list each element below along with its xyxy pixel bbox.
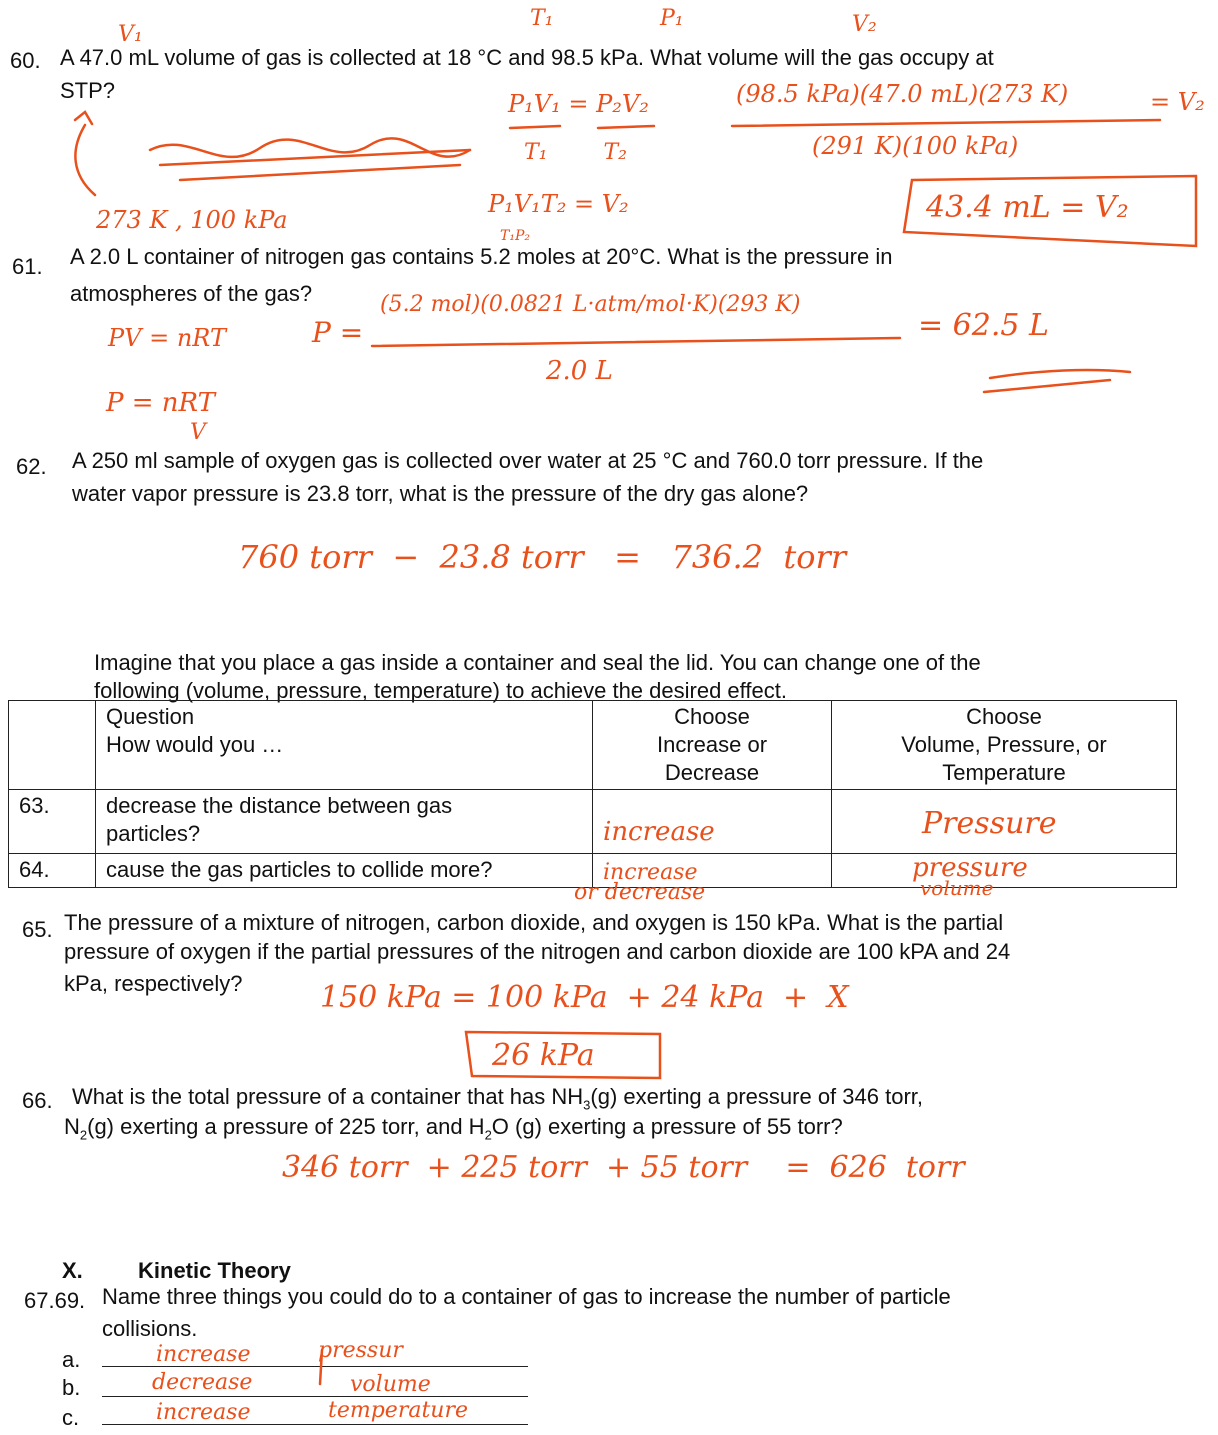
- scribble: [160, 150, 470, 180]
- answer-box: [904, 176, 1196, 246]
- header-text: Temperature: [942, 760, 1066, 785]
- fraction-bar: [510, 126, 560, 128]
- handwritten-work: 760 torr − 23.8 torr = 736.2 torr: [238, 538, 847, 576]
- answer-label: b.: [62, 1375, 81, 1400]
- handwritten-equation: V: [190, 420, 206, 445]
- row-number: 64.: [9, 854, 96, 888]
- scribble: [150, 138, 470, 157]
- underline: [990, 370, 1130, 378]
- question-text: pressure of oxygen if the partial pressures of the nitrogen and carbon dioxide are 100 kPA and 24: [64, 939, 1011, 964]
- handwritten-answer: volume: [350, 1372, 431, 1397]
- handwritten-equation: P =: [312, 316, 364, 349]
- handwritten-label: V₂: [852, 12, 877, 37]
- question-text: water vapor pressure is 23.8 torr, what is the pressure of the dry gas alone?: [72, 481, 809, 506]
- answer-box: [466, 1032, 660, 1078]
- question-text: A 47.0 mL volume of gas is collected at 18 °C and 98.5 kPa. What volume will the gas occupy at: [60, 45, 994, 70]
- arrow: [75, 112, 92, 124]
- handwritten-equation: (98.5 kPa)(47.0 mL)(273 K): [736, 80, 1069, 108]
- header-text: Decrease: [664, 760, 760, 785]
- fraction-bar: [732, 120, 1160, 126]
- handwritten-answer: increase: [156, 1400, 251, 1425]
- question-text: A 250 ml sample of oxygen gas is collected over water at 25 °C and 760.0 torr pressure. If the: [72, 448, 984, 473]
- instructions: following (volume, pressure, temperature) to achieve the desired effect.: [94, 678, 787, 703]
- handwritten-equation: T₁ T₂: [524, 140, 627, 165]
- arrow: [75, 125, 95, 195]
- question-number: 60.: [10, 48, 41, 73]
- instructions: Imagine that you place a gas inside a container and seal the lid. You can change one of the: [94, 650, 981, 675]
- handwritten-note: volume: [920, 876, 994, 900]
- handwritten-equation: PV = nRT: [108, 324, 226, 352]
- handwritten-answer: temperature: [328, 1398, 469, 1423]
- handwritten-work: 346 torr + 225 torr + 55 torr = 626 torr: [282, 1150, 965, 1185]
- handwritten-equation: (5.2 mol)(0.0821 L·atm/mol·K)(293 K): [380, 292, 801, 317]
- handwritten-answer: = 62.5 L: [918, 308, 1049, 343]
- row-number: 63.: [9, 790, 96, 854]
- question-number: 61.: [12, 254, 43, 279]
- handwritten-equation: P₁V₁ = P₂V₂: [508, 90, 649, 118]
- handwritten-label: P₁: [660, 6, 684, 31]
- answer-label: a.: [62, 1347, 81, 1372]
- handwritten-note: 273 K , 100 kPa: [96, 206, 288, 234]
- handwritten-equation: T₁P₂: [500, 228, 530, 244]
- question-text: Name three things you could do to a container of gas to increase the number of particle: [102, 1284, 951, 1309]
- question-text: A 2.0 L container of nitrogen gas contains 5.2 moles at 20°C. What is the pressure in: [70, 244, 893, 269]
- handwritten-answer: pressure: [912, 853, 1028, 883]
- section-number: X.: [62, 1258, 83, 1283]
- row-question-text: particles?: [106, 821, 201, 846]
- header-text: Choose: [674, 704, 750, 729]
- handwritten-equation: P = nRT: [106, 388, 216, 418]
- header-text: Increase or: [656, 732, 768, 757]
- handwritten-answer: increase: [603, 817, 715, 847]
- question-number: 66.: [22, 1088, 53, 1113]
- section-title: Kinetic Theory: [138, 1258, 291, 1283]
- handwritten-label: T₁: [530, 6, 554, 31]
- question-number: 67.69.: [24, 1288, 86, 1313]
- handwritten-equation: = V₂: [1150, 88, 1205, 116]
- row-question-text: decrease the distance between gas: [106, 793, 453, 818]
- question-number: 65.: [22, 917, 53, 942]
- question-text: What is the total pressure of a container that has $NH_3(g)$ exerting a pressure of 346 torr,: [72, 1084, 924, 1113]
- question-text: collisions.: [102, 1316, 198, 1341]
- handwritten-work: 150 kPa = 100 kPa + 24 kPa + X: [320, 980, 849, 1015]
- handwritten-equation: P₁V₁T₂ = V₂: [488, 190, 629, 218]
- header-text: How would you …: [106, 732, 284, 757]
- divider-stroke: [320, 1350, 322, 1384]
- underline: [984, 380, 1110, 392]
- question-text: The pressure of a mixture of nitrogen, carbon dioxide, and oxygen is 150 kPa. What is the partial: [64, 910, 1004, 935]
- question-text: kPa, respectively?: [64, 971, 243, 996]
- handwritten-answer: 43.4 mL = V₂: [926, 190, 1129, 225]
- handwritten-answer: pressur: [318, 1338, 403, 1363]
- handwritten-answer: Pressure: [922, 806, 1057, 841]
- fraction-bar: [598, 126, 654, 128]
- handwritten-note: or decrease: [574, 880, 706, 905]
- handwritten-answer: decrease: [152, 1370, 253, 1395]
- question-text: $N_2(g)$ exerting a pressure of 225 torr, and $H_2O$ (g) exerting a pressure of 55 torr?: [64, 1114, 843, 1143]
- fraction-bar: [372, 338, 900, 346]
- question-text: STP?: [60, 78, 116, 103]
- handwritten-answer: 26 kPa: [492, 1038, 595, 1073]
- handwritten-equation: 2.0 L: [546, 356, 613, 386]
- handwritten-equation: (291 K)(100 kPa): [812, 132, 1019, 160]
- handwritten-answer: increase: [156, 1342, 251, 1367]
- header-text: Volume, Pressure, or: [901, 732, 1107, 757]
- question-text: atmospheres of the gas?: [70, 281, 313, 306]
- handwritten-answer: increase: [603, 860, 698, 885]
- question-number: 62.: [16, 454, 47, 479]
- header-text: Choose: [966, 704, 1042, 729]
- row-question: cause the gas particles to collide more?: [96, 854, 593, 888]
- answer-label: c.: [62, 1405, 80, 1430]
- header-text: Question: [106, 704, 195, 729]
- handwritten-label: V₁: [118, 22, 143, 47]
